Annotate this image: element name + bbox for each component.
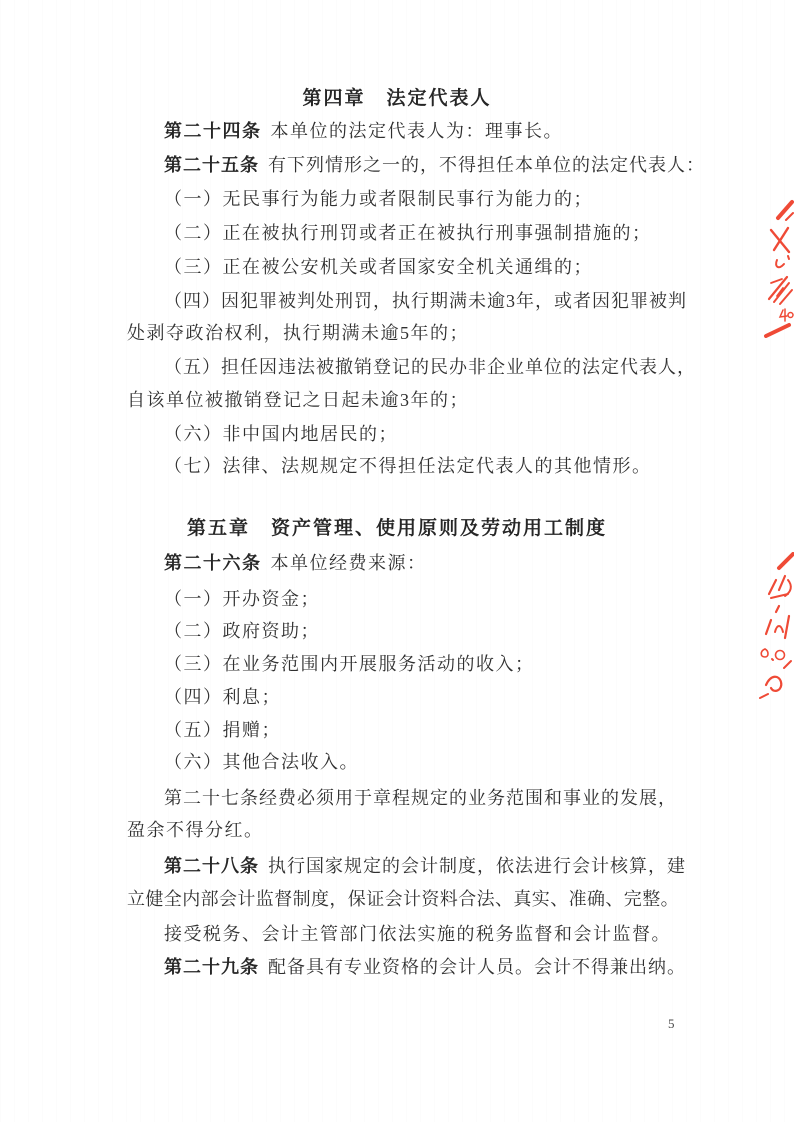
article-26-item-4: （四）利息； — [164, 687, 281, 707]
article-25-text: 有下列情形之一的，不得担任本单位的法定代表人： — [268, 155, 705, 175]
article-27-line-2: 盈余不得分红。 — [127, 820, 264, 840]
article-25-item-5-line-1: （五）担任因违法被撤销登记的民办非企业单位的法定代表人， — [164, 357, 696, 377]
chapter-4-heading: 第四章 法定代表人 — [302, 88, 492, 109]
article-25-item-1: （一）无民事行为能力或者限制民事行为能力的； — [164, 189, 593, 209]
article-26-line — [164, 552, 427, 574]
article-24-number: 第二十四条 — [164, 121, 262, 141]
article-24-line — [164, 120, 563, 142]
article-28-tax-line: 接受税务、会计主管部门依法实施的税务监督和会计监督。 — [164, 924, 671, 944]
article-25-item-7: （七）法律、法规规定不得担任法定代表人的其他情形。 — [164, 456, 652, 476]
article-27-line-1: 第二十七条经费必须用于章程规定的业务范围和事业的发展， — [164, 788, 677, 808]
article-25-line — [164, 154, 705, 176]
article-28-line-1 — [164, 855, 686, 877]
article-26-item-1: （一）开办资金； — [164, 589, 320, 609]
page-number: 5 — [668, 1016, 675, 1031]
article-25-item-4-line-2: 处剥夺政治权利，执行期满未逾5年的； — [127, 323, 469, 343]
article-28-text: 执行国家规定的会计制度，依法进行会计核算，建 — [268, 856, 686, 876]
chapter-5-heading: 第五章 资产管理、使用原则及劳动用工制度 — [186, 518, 607, 539]
article-28-line-2: 立健全内部会计监督制度，保证会计资料合法、真实、准确、完整。 — [127, 889, 679, 909]
red-annotation-mark-middle — [748, 552, 794, 717]
red-annotation-mark-top — [756, 198, 794, 338]
article-26-item-2: （二）政府资助； — [164, 621, 320, 641]
article-29-number: 第二十九条 — [164, 957, 259, 977]
article-26-number: 第二十六条 — [164, 553, 262, 573]
article-25-item-6: （六）非中国内地居民的； — [164, 424, 398, 444]
article-26-item-3: （三）在业务范围内开展服务活动的收入； — [164, 654, 535, 674]
article-26-item-5: （五）捐赠； — [164, 720, 281, 740]
article-25-item-2: （二）正在被执行刑罚或者正在被执行刑事强制措施的； — [164, 223, 652, 243]
article-25-item-4-line-1: （四）因犯罪被判处刑罚，执行期满未逾3年，或者因犯罪被判 — [164, 291, 687, 311]
article-29-text: 配备具有专业资格的会计人员。会计不得兼出纳。 — [268, 957, 686, 977]
article-26-item-6: （六）其他合法收入。 — [164, 752, 359, 772]
article-28-number: 第二十八条 — [164, 856, 259, 876]
article-24-text: 本单位的法定代表人为：理事长。 — [270, 121, 563, 141]
article-26-text: 本单位经费来源： — [270, 553, 427, 573]
article-29-line — [164, 956, 686, 978]
article-25-item-3: （三）正在被公安机关或者国家安全机关通缉的； — [164, 257, 593, 277]
article-25-number: 第二十五条 — [164, 155, 259, 175]
article-25-item-5-line-2: 自该单位被撤销登记之日起未逾3年的； — [127, 390, 469, 410]
